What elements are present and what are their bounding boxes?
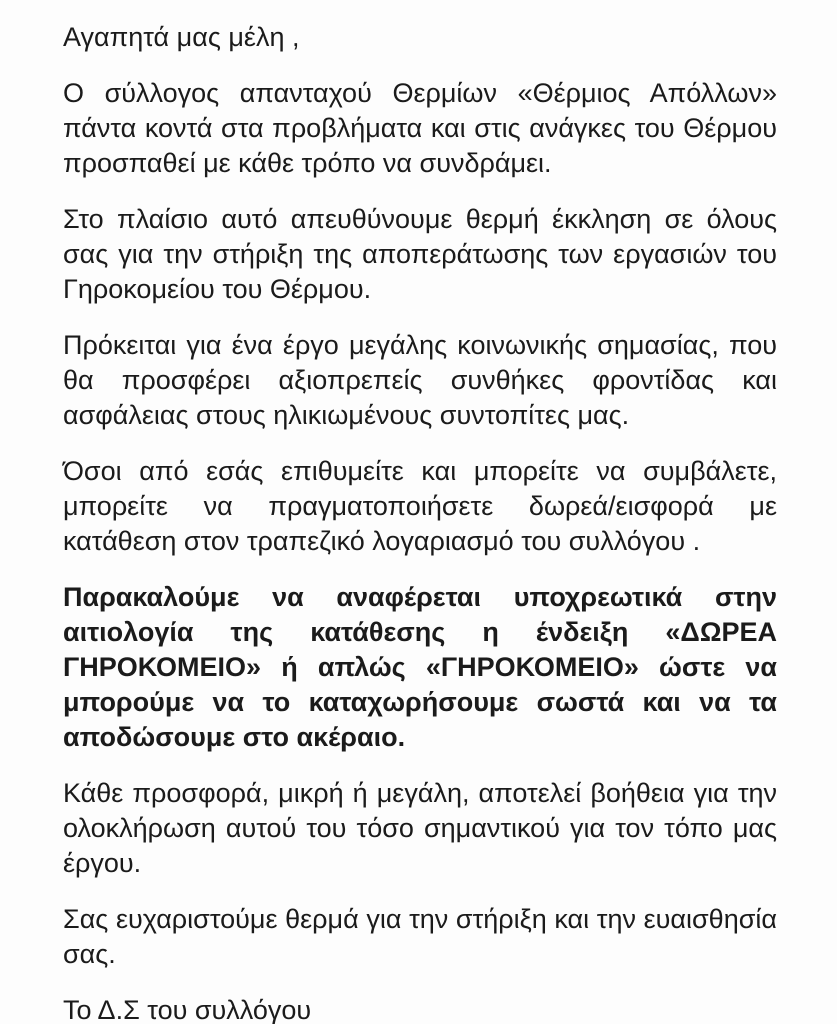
paragraph-project-importance: Πρόκειται για ένα έργο μεγάλης κοινωνικής σημασίας, που θα προσφέρει αξιοπρεπείς συνθήκες φροντίδας και ασφάλειας στους ηλικιωμένους συντοπίτες μας. — [63, 330, 777, 430]
signature-line: Το Δ.Σ του συλλόγου — [63, 995, 312, 1024]
paragraph-appeal: Στο πλαίσιο αυτό απευθύνουμε θερμή έκκληση σε όλους σας για την στήριξη της αποπεράτωσης των εργασιών του Γηροκομείου του Θέρμου. — [63, 204, 777, 304]
paragraph-deposit-reference-highlight: Παρακαλούμε να αναφέρεται υποχρεωτικά στην αιτιολογία της κατάθεσης η ένδειξη «ΔΩΡΕΑ ΓΗΡΟΚΟΜΕΙΟ» ή απλώς «ΓΗΡΟΚΟΜΕΙΟ» ώστε να μπορούμε να το καταχωρήσουμε σωστά και να τα αποδώσουμε στο ακέραιο. — [63, 582, 777, 752]
paragraph-intro: Ο σύλλογος απανταχού Θερμίων «Θέρμιος Απόλλων» πάντα κοντά στα προβλήματα και στις ανάγκες του Θέρμου προσπαθεί με κάθε τρόπο να συνδράμει. — [63, 78, 777, 178]
paragraph-donation-method: Όσοι από εσάς επιθυμείτε και μπορείτε να συμβάλετε, μπορείτε να πραγματοποιήσετε δωρεά/εισφορά με κατάθεση στον τραπεζικό λογαριασμό του συλλόγου . — [63, 456, 777, 556]
paragraph-thanks: Σας ευχαριστούμε θερμά για την στήριξη και την ευαισθησία σας. — [63, 904, 777, 969]
paragraph-every-contribution: Κάθε προσφορά, μικρή ή μεγάλη, αποτελεί βοήθεια για την ολοκλήρωση αυτού του τόσο σημαντικού για τον τόπο μας έργου. — [63, 778, 777, 878]
greeting-line: Αγαπητά μας μέλη , — [63, 22, 300, 52]
